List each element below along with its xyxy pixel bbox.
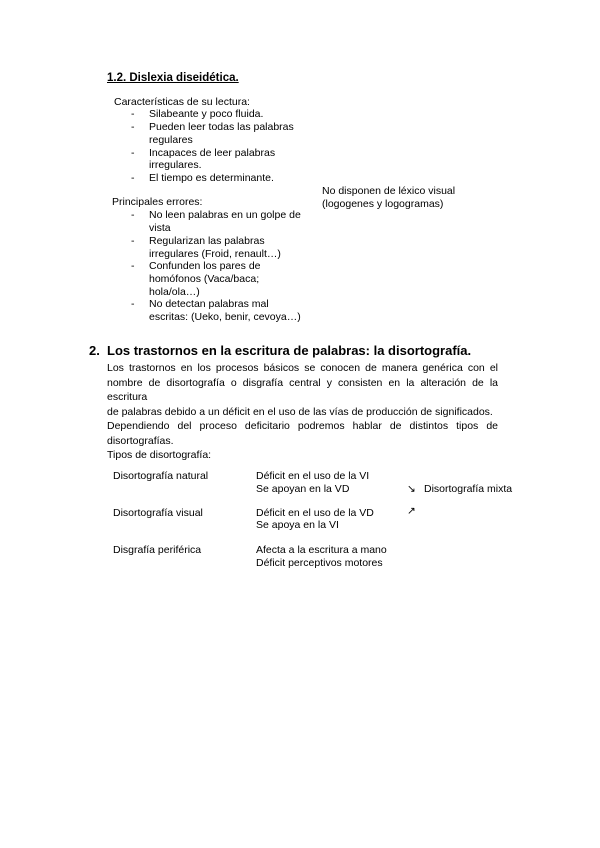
list-item-cont: vista [149, 222, 171, 234]
list-item: Silabeante y poco fluida. [149, 108, 264, 120]
list-item-cont: irregulares. [149, 159, 202, 171]
types-title: Tipos de disortografía: [107, 449, 212, 461]
paragraph-line: disortografías. [107, 434, 174, 447]
paragraph-line: Dependiendo del proceso deficitario podremos hablar de distintos tipos de [107, 420, 498, 432]
list-item-cont: escritas: (Ueko, benir, cevoya…) [149, 311, 301, 323]
list-item: Pueden leer todas las palabras [149, 121, 294, 133]
list-dash: - [131, 172, 135, 184]
section-paragraph [107, 361, 498, 448]
list-dash: - [131, 147, 135, 159]
list-item-cont: homófonos (Vaca/baca; [149, 273, 260, 285]
side-note-line: No disponen de léxico visual [322, 185, 456, 197]
type-desc-line: Se apoya en la VI [256, 519, 339, 531]
section-heading-disortografia: Los trastornos en la escritura de palabras: la disortografía. [107, 343, 472, 358]
paragraph-line: Los trastornos en los procesos básicos se conocen de manera genérica con el [107, 362, 498, 374]
type-desc-line: Afecta a la escritura a mano [256, 544, 387, 556]
list-item: Regularizan las palabras [149, 235, 265, 247]
list-dash: - [131, 298, 135, 310]
list-item: No detectan palabras mal [149, 298, 269, 310]
type-name: Disortografía natural [113, 470, 209, 482]
type-desc-line: Déficit perceptivos motores [256, 557, 383, 569]
list-dash: - [131, 260, 135, 272]
type-desc-line: Déficit en el uso de la VI [256, 470, 370, 482]
characteristics-title: Características de su lectura: [114, 96, 250, 108]
list-item: Incapaces de leer palabras [149, 147, 276, 159]
paragraph-line: nombre de disortografía o disgrafía central y consisten en la alteración de la escritura [107, 376, 498, 403]
list-item: El tiempo es determinante. [149, 172, 274, 184]
section-heading-dislexia-diseidetica: 1.2. Dislexia diseidética. [107, 72, 239, 84]
list-item-cont: regulares [149, 134, 193, 146]
list-dash: - [131, 121, 135, 133]
side-note-line: (logogenes y logogramas) [322, 198, 444, 210]
type-name: Disortografía visual [113, 507, 203, 519]
errors-title: Principales errores: [112, 196, 203, 208]
section-number: 2. [89, 343, 100, 358]
list-dash: - [131, 235, 135, 247]
list-dash: - [131, 209, 135, 221]
mixed-type-label: Disortografía mixta [424, 483, 513, 495]
list-item: No leen palabras en un golpe de [149, 209, 301, 221]
paragraph-line: de palabras debido a un déficit en el uso de las vías de producción de significados. [107, 405, 493, 418]
type-name: Disgrafía periférica [113, 544, 202, 556]
arrow-up-right-icon: ↗ [407, 505, 416, 517]
arrow-down-right-icon: ↘ [407, 483, 416, 495]
list-dash: - [131, 108, 135, 120]
list-item: Confunden los pares de [149, 260, 261, 272]
list-item-cont: hola/ola…) [149, 286, 200, 298]
list-item-cont: irregulares (Froid, renault…) [149, 248, 281, 260]
type-desc-line: Se apoyan en la VD [256, 483, 350, 495]
type-desc-line: Déficit en el uso de la VD [256, 507, 374, 519]
